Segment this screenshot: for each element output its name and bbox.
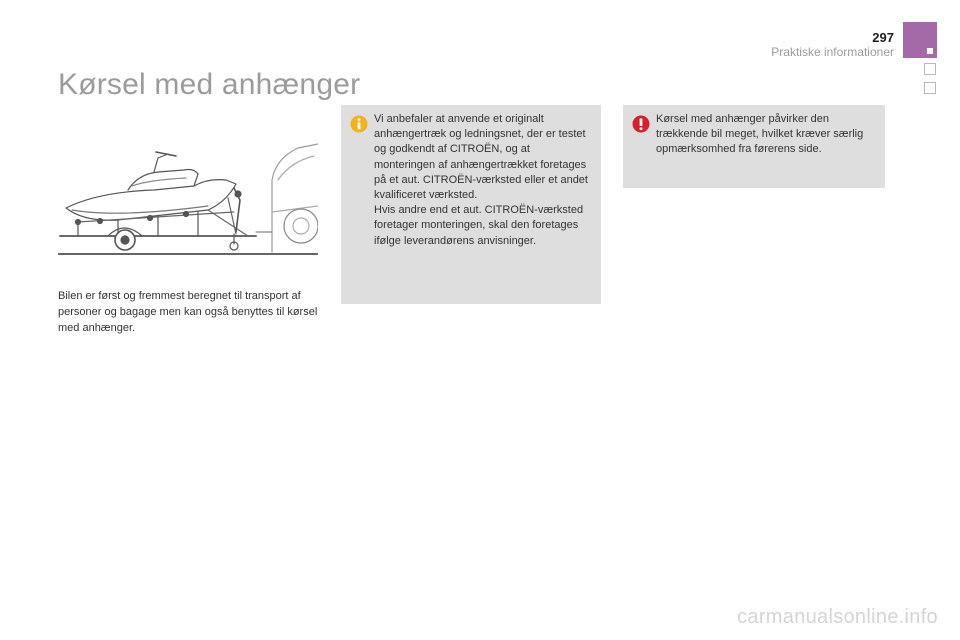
- tab-marker: [927, 48, 933, 54]
- page-title: Kørsel med anhænger: [58, 68, 361, 101]
- info-text: Vi anbefaler at anvende et originalt anhængertræk og ledningsnet, der er testet og godkendt af CITROËN, og at monteringen af anhængertrækket foretages på et aut. CITROËN-værksted eller et andet kvalificeret værksted. Hvis andre end et aut. CITROËN-værksted foretager monteringen, skal den foretages ifølge leverandørens anvisninger.: [374, 113, 588, 247]
- trailer-illustration: [58, 140, 318, 260]
- section-name: Praktiske informationer: [771, 45, 894, 59]
- chapter-tab[interactable]: [924, 63, 936, 75]
- warning-icon: [632, 115, 650, 133]
- warning-box: [623, 105, 885, 188]
- chapter-tab-active[interactable]: [903, 22, 937, 58]
- watermark: carmanualsonline.info: [737, 606, 938, 628]
- chapter-tab[interactable]: [924, 82, 936, 94]
- info-icon: [350, 115, 368, 133]
- page-number: 297: [872, 30, 894, 45]
- warning-text: Kørsel med anhænger påvirker den trækkende bil meget, hvilket kræver særlig opmærksomhed fra førerens side.: [656, 113, 864, 156]
- intro-paragraph: Bilen er først og fremmest beregnet til transport af personer og bagage men kan også benyttes til kørsel med anhænger.: [58, 290, 318, 334]
- info-box: [341, 105, 601, 304]
